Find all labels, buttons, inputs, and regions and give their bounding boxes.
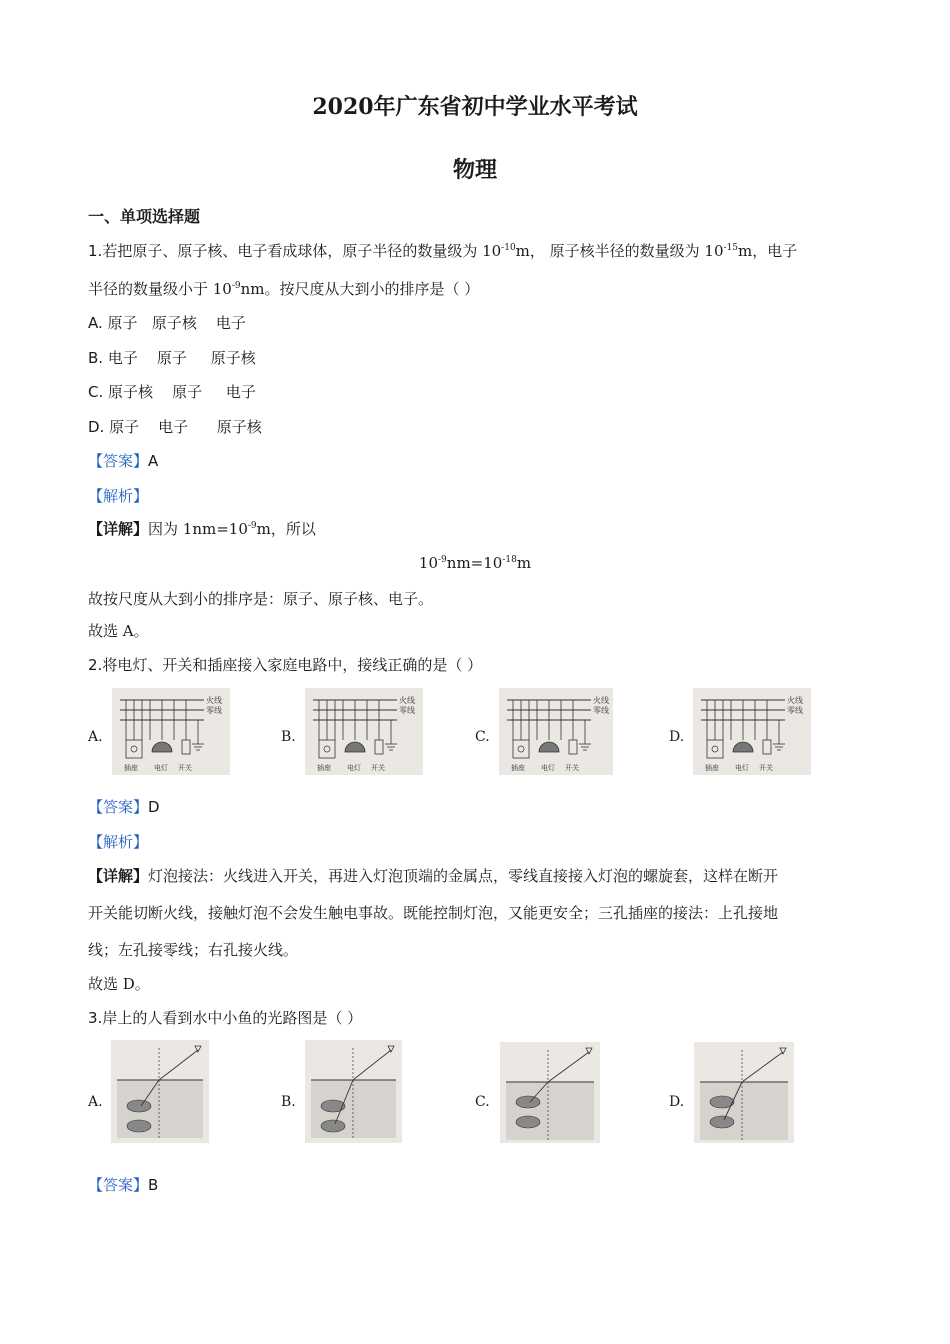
light-ray	[159, 1050, 198, 1080]
exam-title: 2020年广东省初中学业水平考试	[312, 94, 638, 120]
water-region	[506, 1082, 594, 1140]
q1-stem-line2	[88, 279, 479, 299]
q1-option-b	[88, 348, 256, 368]
fish-icon	[516, 1096, 540, 1108]
socket-label: 插座	[511, 764, 525, 772]
live-wire-label: 火线	[206, 696, 222, 705]
q2-detail-1: 灯泡接法：火线进入开关，再进入灯泡顶端的金属点，零线直接接入灯泡的螺旋套，这样在断开	[148, 867, 779, 885]
detail-tag: 【详解】	[88, 520, 149, 538]
q1-conclusion: 故按尺度从大到小的排序是：原子、原子核、电子。	[88, 590, 434, 608]
socket-label: 插座	[317, 764, 331, 772]
q1-number: 1.	[88, 242, 103, 260]
answer-tag: 【答案】	[88, 452, 149, 470]
q1-detail	[88, 519, 316, 539]
formula-exp2: -18	[502, 555, 517, 565]
switch-icon	[375, 740, 383, 754]
q3-answer	[88, 1175, 158, 1195]
water-region	[700, 1082, 788, 1140]
switch-icon	[763, 740, 771, 754]
fish-icon	[516, 1116, 540, 1128]
formula-c: m	[516, 554, 532, 572]
q1-exp-b: -15	[723, 243, 739, 253]
q1-text-a: 若把原子、原子核、电子看成球体，原子半径的数量级为 10	[102, 242, 502, 260]
analysis-tag: 【解析】	[88, 487, 149, 505]
q1-detail-b: m，所以	[256, 520, 316, 538]
q2-choose: 故选 D。	[88, 975, 150, 993]
lamp-icon	[152, 742, 172, 752]
q3-option-label-c: C.	[475, 1094, 490, 1110]
lamp-icon	[733, 742, 753, 752]
answer-value: D	[148, 798, 160, 816]
q2-stem	[88, 655, 482, 675]
q2-detail-line2: 开关能切断火线，接触灯泡不会发生触电事故。既能控制灯泡，又能更安全；三孔插座的接法：上孔接地	[88, 904, 779, 922]
q3-option-label-b: B.	[281, 1094, 296, 1110]
q1-option-d	[88, 417, 262, 437]
option-text: 电子 原子 原子核	[103, 349, 256, 367]
lamp-label: 电灯	[347, 764, 361, 772]
option-letter: B.	[88, 349, 104, 367]
q2-answer	[88, 797, 160, 817]
q2-detail-line1	[88, 866, 778, 886]
q3-light-path-diagram-b	[305, 1040, 402, 1143]
answer-value: A	[148, 452, 159, 470]
socket-label: 插座	[124, 764, 138, 772]
answer-value: B	[148, 1176, 159, 1194]
socket-icon	[126, 740, 142, 758]
q1-text-e: nm。按尺度从大到小的排序是（ ）	[240, 280, 480, 298]
detail-tag: 【详解】	[88, 867, 149, 885]
q1-formula	[0, 554, 950, 572]
q1-detail-a: 因为 1nm=10	[148, 520, 248, 538]
q2-circuit-diagram-b	[305, 688, 423, 775]
q1-choose: 故选 A。	[88, 622, 149, 640]
switch-icon	[182, 740, 190, 754]
switch-label: 开关	[178, 764, 192, 772]
live-wire-label: 火线	[399, 696, 415, 705]
lamp-icon	[345, 742, 365, 752]
q2-circuit-diagram-c	[499, 688, 613, 775]
analysis-tag: 【解析】	[88, 833, 149, 851]
socket-icon	[319, 740, 335, 758]
q3-option-label-d: D.	[669, 1094, 685, 1110]
q2-analysis	[88, 832, 148, 852]
neutral-wire-label: 零线	[593, 706, 609, 715]
q3-light-path-diagram-a	[111, 1040, 209, 1143]
q2-option-label-a: A.	[88, 729, 103, 745]
switch-label: 开关	[371, 764, 385, 772]
q1-text-d: 半径的数量级小于 10	[88, 280, 232, 298]
option-text: 原子 原子核 电子	[102, 314, 246, 332]
q3-text: 岸上的人看到水中小鱼的光路图是（ ）	[102, 1009, 363, 1027]
live-wire-label: 火线	[593, 696, 609, 705]
q2-option-label-b: B.	[281, 729, 296, 745]
formula-b: nm=10	[446, 554, 503, 572]
q2-number: 2.	[88, 656, 103, 674]
lamp-icon	[539, 742, 559, 752]
socket-label: 插座	[705, 764, 719, 772]
light-ray	[548, 1052, 589, 1082]
fish-icon	[321, 1120, 345, 1132]
formula-exp1: -9	[438, 555, 447, 565]
subject-title: 物理	[452, 157, 497, 183]
q2-circuit-diagram-a	[112, 688, 230, 775]
lamp-label: 电灯	[541, 764, 555, 772]
q2-detail-line3: 线；左孔接零线；右孔接火线。	[88, 941, 299, 959]
q3-stem	[88, 1008, 362, 1028]
lamp-label: 电灯	[735, 764, 749, 772]
light-ray	[742, 1052, 783, 1082]
light-ray	[353, 1050, 391, 1080]
switch-label: 开关	[759, 764, 773, 772]
q2-option-label-d: D.	[669, 729, 685, 745]
fish-icon	[127, 1100, 151, 1112]
lamp-label: 电灯	[154, 764, 168, 772]
q1-text-b: m， 原子核半径的数量级为 10	[515, 242, 724, 260]
q3-option-label-a: A.	[88, 1094, 103, 1110]
socket-icon	[513, 740, 529, 758]
section-heading: 一、单项选择题	[88, 207, 201, 226]
option-letter: A.	[88, 314, 103, 332]
q2-text: 将电灯、开关和插座接入家庭电路中，接线正确的是（ ）	[102, 656, 483, 674]
answer-tag: 【答案】	[88, 1176, 149, 1194]
q1-analysis	[88, 486, 148, 506]
switch-icon	[569, 740, 577, 754]
q3-light-path-diagram-d	[694, 1042, 794, 1143]
neutral-wire-label: 零线	[206, 706, 222, 715]
fish-icon	[710, 1116, 734, 1128]
q3-light-path-diagram-c	[500, 1042, 600, 1143]
option-text: 原子 电子 原子核	[104, 418, 262, 436]
fish-icon	[321, 1100, 345, 1112]
q1-answer	[88, 451, 158, 471]
live-wire-label: 火线	[787, 696, 803, 705]
q1-text-c: m，电子	[738, 242, 798, 260]
q1-exp-a: -10	[501, 243, 516, 253]
q1-exp-d: -9	[231, 281, 241, 291]
neutral-wire-label: 零线	[399, 706, 415, 715]
fish-icon	[127, 1120, 151, 1132]
option-letter: C.	[88, 383, 104, 401]
q1-detail-exp: -9	[247, 521, 257, 531]
q2-circuit-diagram-d	[693, 688, 811, 775]
q3-number: 3.	[88, 1009, 103, 1027]
q2-option-label-c: C.	[475, 729, 490, 745]
option-text: 原子核 原子 电子	[103, 383, 256, 401]
formula-a: 10	[418, 554, 439, 572]
q1-option-c	[88, 382, 256, 402]
q1-stem-line1	[88, 241, 797, 261]
switch-label: 开关	[565, 764, 579, 772]
option-letter: D.	[88, 418, 105, 436]
answer-tag: 【答案】	[88, 798, 149, 816]
neutral-wire-label: 零线	[787, 706, 803, 715]
socket-icon	[707, 740, 723, 758]
q1-option-a	[88, 313, 246, 333]
